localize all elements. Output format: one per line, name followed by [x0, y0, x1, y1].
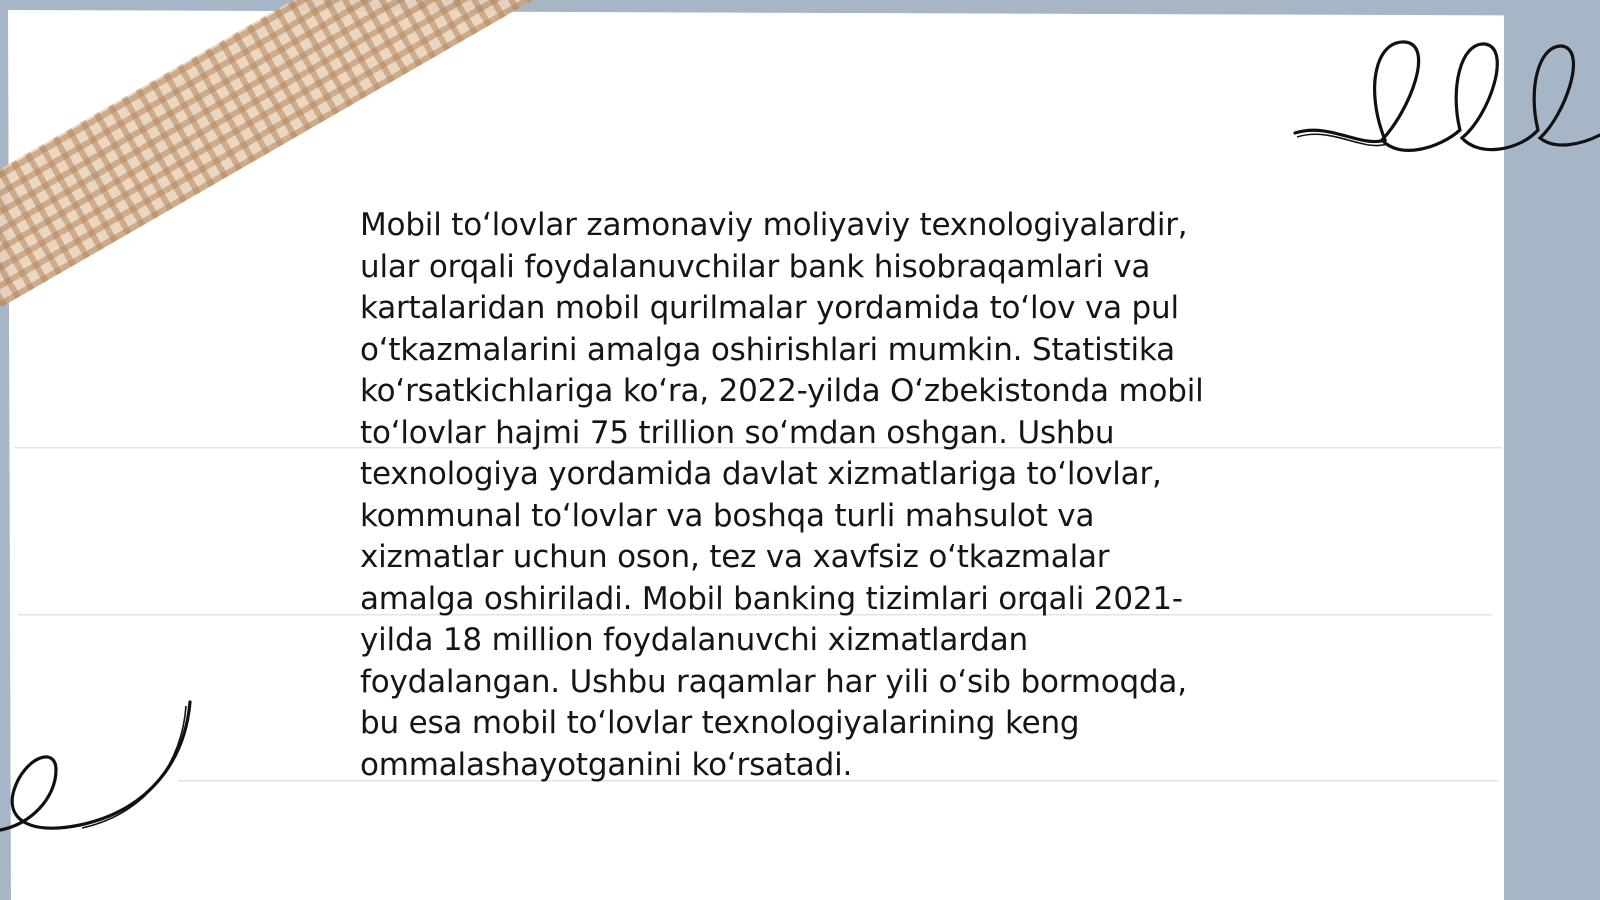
loop-doodle-icon [1290, 30, 1600, 170]
paragraph-line: Mobil to‘lovlar zamonaviy moliyaviy texnologiyalardir, [360, 207, 1188, 243]
paragraph-line: kartalaridan mobil qurilmalar yordamida to‘lov va pul [360, 290, 1179, 326]
paragraph-line: o‘tkazmalarini amalga oshirishlari mumkin. Statistika [360, 331, 1175, 368]
paragraph-line: texnologiya yordamida davlat xizmatlariga to‘lovlar, [360, 456, 1162, 492]
paragraph-line: xizmatlar uchun oson, tez va xavfsiz o‘tkazmalar [360, 539, 1110, 575]
paragraph-line: bu esa mobil to‘lovlar texnologiyalarining keng [360, 705, 1080, 741]
swirl-doodle-icon [0, 690, 200, 850]
paragraph-line: ko‘rsatkichlariga ko‘ra, 2022-yilda O‘zbekistonda mobil [360, 373, 1204, 409]
body-paragraph [360, 205, 1260, 786]
paragraph-line: to‘lovlar hajmi 75 trillion so‘mdan oshgan. Ushbu [360, 414, 1115, 451]
paragraph-line: amalga oshiriladi. Mobil banking tizimlari orqali 2021- [360, 580, 1183, 617]
paragraph-line: kommunal to‘lovlar va boshqa turli mahsulot va [360, 497, 1095, 534]
paragraph-line: foydalangan. Ushbu raqamlar har yili o‘sib bormoqda, [360, 663, 1187, 700]
paragraph-line: yilda 18 million foydalanuvchi xizmatlardan [360, 622, 1028, 658]
paragraph-line: ommalashayotganini ko‘rsatadi. [360, 746, 853, 783]
paragraph-line: ular orqali foydalanuvchilar bank hisobraqamlari va [360, 248, 1151, 285]
